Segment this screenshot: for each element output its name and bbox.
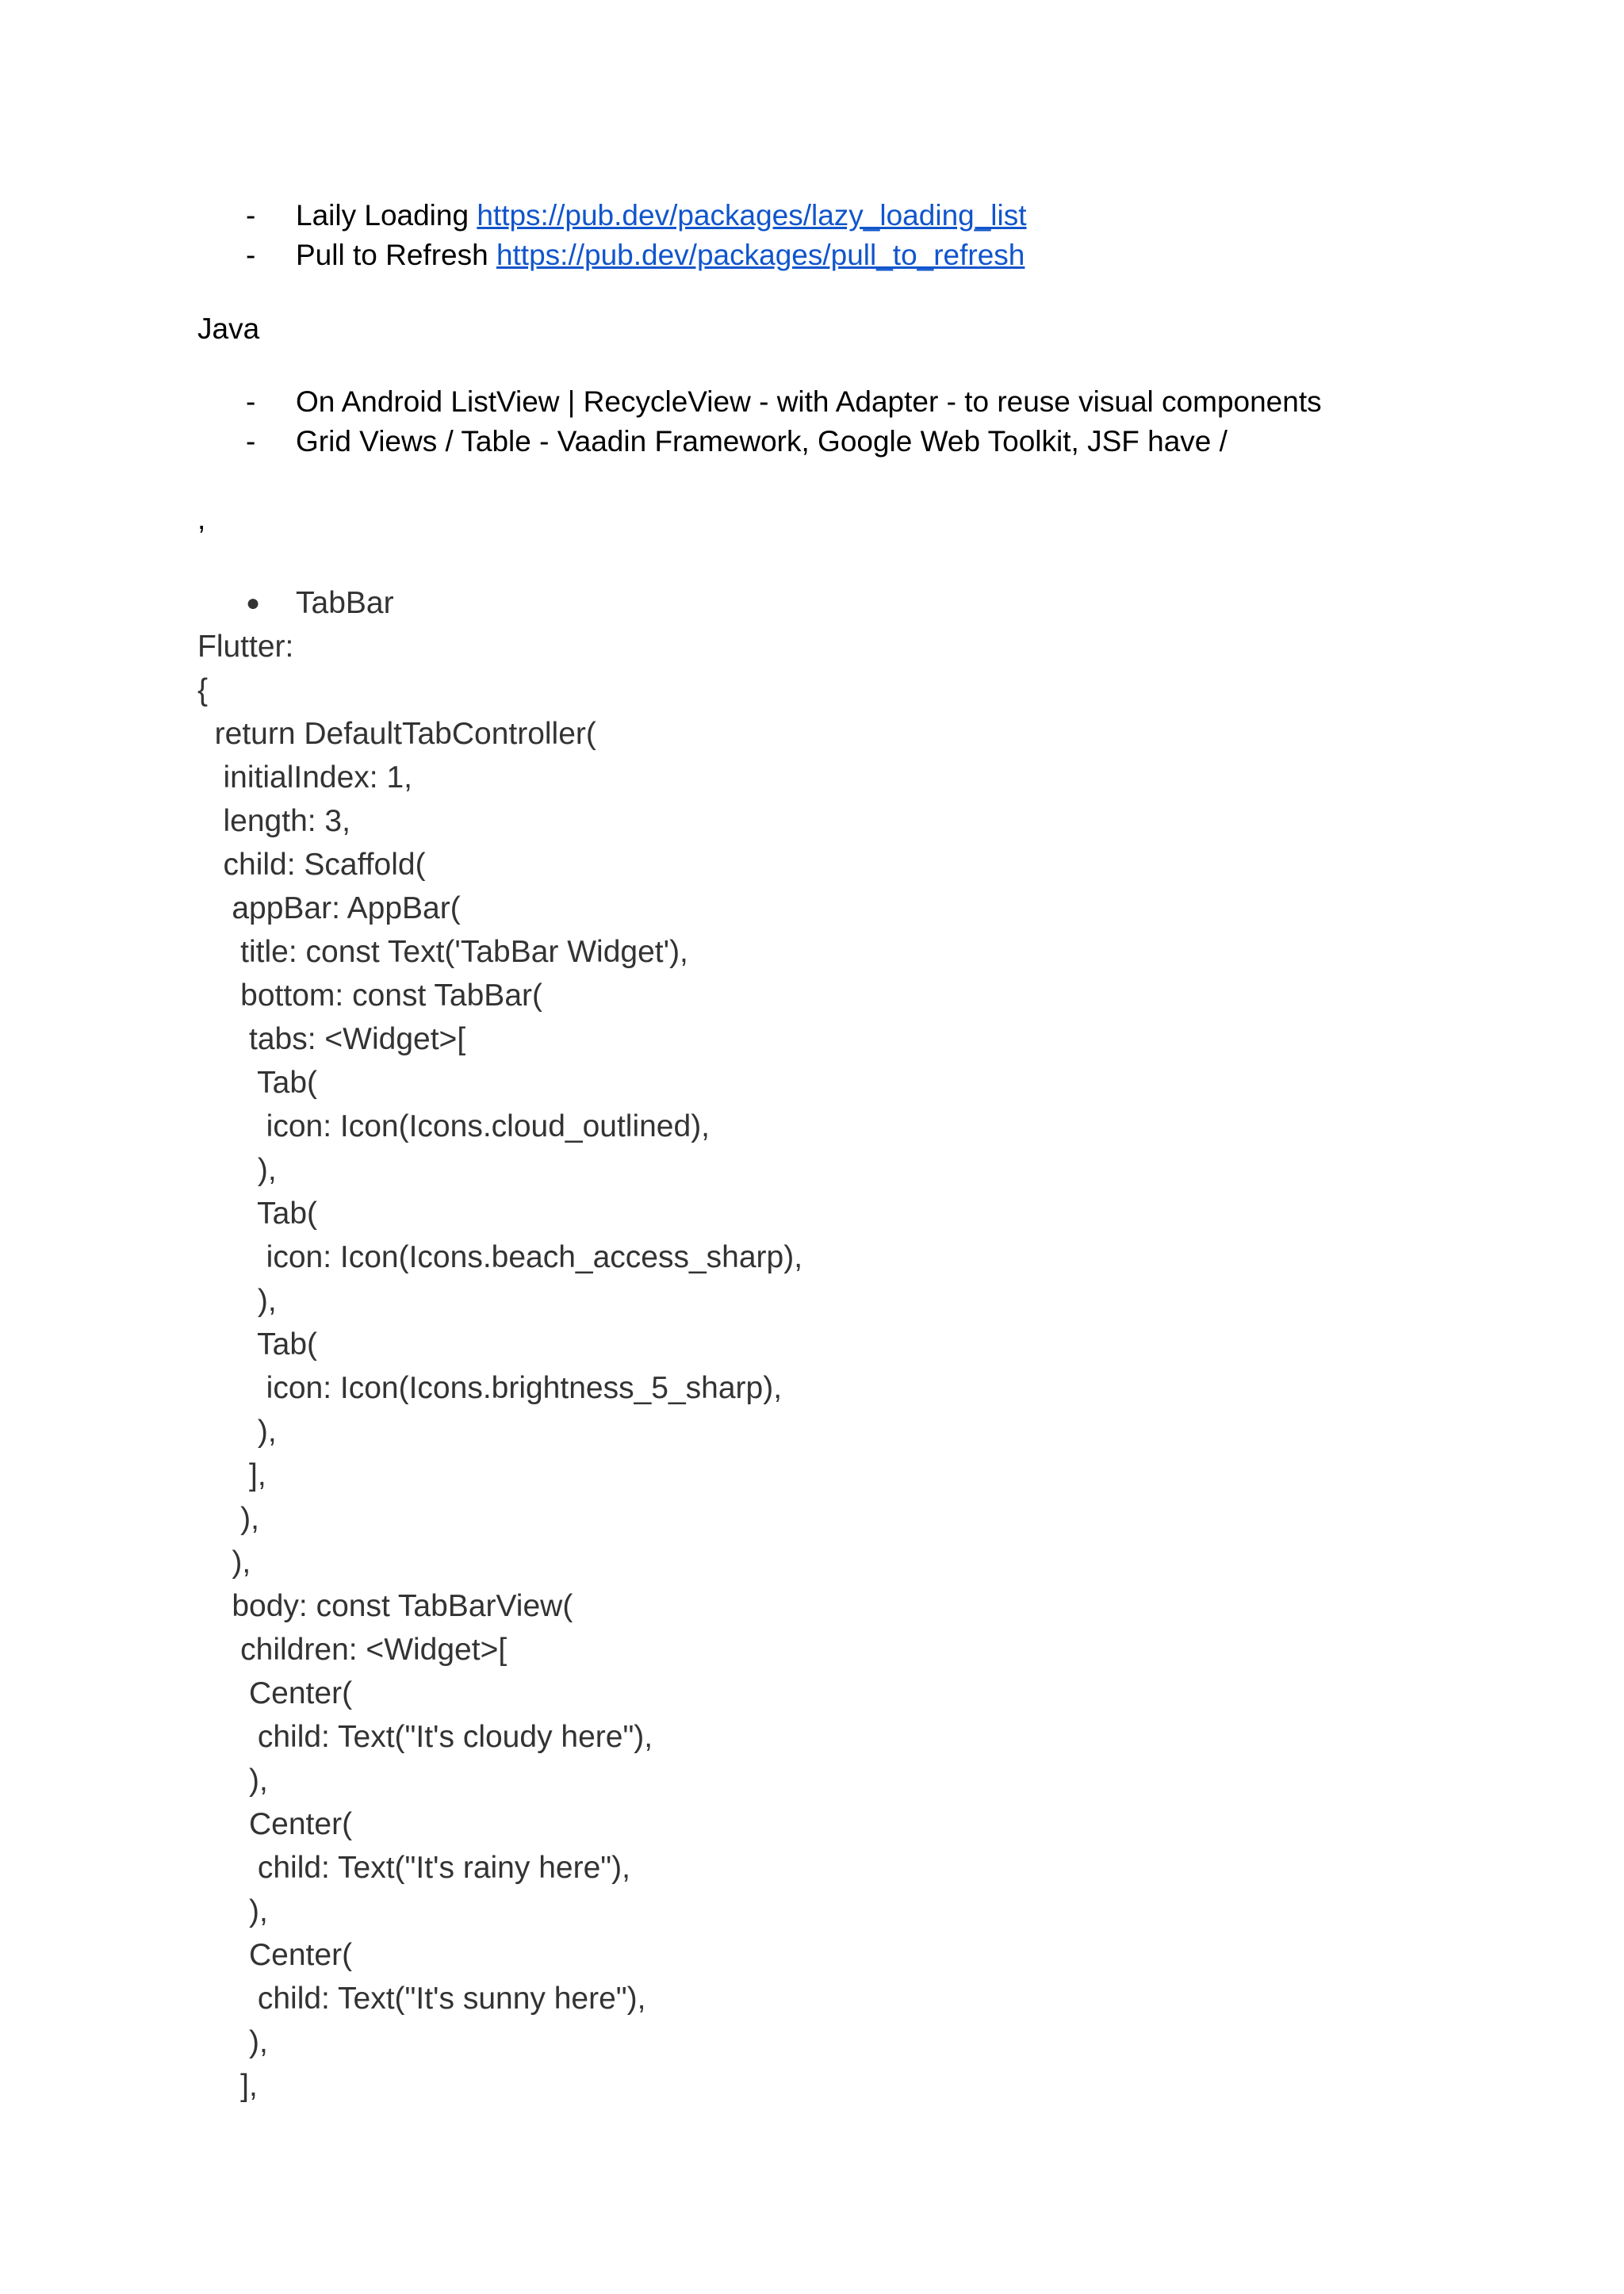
code-line: bottom: const TabBar( [197,978,542,1013]
code-line: icon: Icon(Icons.brightness_5_sharp), [197,1371,783,1405]
code-line: child: Scaffold( [197,848,426,882]
flutter-label: Flutter: [197,630,294,664]
round-bullet: ● [246,590,261,616]
java-heading: Java [197,312,260,345]
lazy-loading-link[interactable]: https://pub.dev/packages/lazy_loading_list [477,199,1027,232]
code-line: ), [197,1764,268,1798]
list-item-label: Grid Views / Table - Vaadin Framework, Google Web Toolkit, JSF have / [296,425,1228,458]
code-line: child: Text("It's cloudy here"), [197,1720,653,1754]
code-line: ), [197,1153,277,1187]
dash-bullet: - [246,425,256,458]
code-line: ), [197,1415,277,1449]
code-line: title: const Text('TabBar Widget'), [197,935,688,969]
code-line: tabs: <Widget>[ [197,1022,466,1056]
list-item-label: On Android ListView | RecycleView - with Adapter - to reuse visual components [296,385,1322,418]
dash-bullet: - [246,385,256,418]
code-line: Center( [197,1938,353,1972]
flutter-code-block [197,625,802,2108]
dash-bullet: - [246,239,256,271]
code-line: ), [197,2025,268,2059]
code-line: { [197,673,209,707]
code-line: Center( [197,1807,353,1841]
code-line: ), [197,1284,277,1318]
list-item-text [296,196,1027,236]
code-line: body: const TabBarView( [197,1589,573,1623]
list-item-text [296,236,1025,275]
code-line: appBar: AppBar( [197,891,461,925]
code-line: child: Text("It's rainy here"), [197,1851,630,1885]
code-line: Tab( [197,1066,318,1100]
list-item-label: Laily Loading [296,199,477,232]
code-line: ), [197,1545,251,1580]
stray-comma: , [197,503,206,535]
code-line: ), [197,1502,259,1536]
code-line: children: <Widget>[ [197,1633,508,1667]
code-line: initialIndex: 1, [197,760,412,795]
code-line: ], [197,1458,266,1492]
code-line: Tab( [197,1327,318,1361]
code-line: icon: Icon(Icons.beach_access_sharp), [197,1240,803,1274]
dash-bullet: - [246,199,256,232]
code-line: ), [197,1894,268,1928]
code-line: Center( [197,1676,353,1710]
code-line: icon: Icon(Icons.cloud_outlined), [197,1109,710,1143]
code-line: length: 3, [197,804,350,838]
code-line: child: Text("It's sunny here"), [197,1982,646,2016]
list-item-label: Pull to Refresh [296,239,496,271]
code-line: Tab( [197,1197,318,1231]
pull-to-refresh-link[interactable]: https://pub.dev/packages/pull_to_refresh [496,239,1025,271]
bullet-item-label: TabBar [296,586,394,620]
code-line: return DefaultTabController( [197,717,596,751]
code-line: ], [197,2069,258,2103]
